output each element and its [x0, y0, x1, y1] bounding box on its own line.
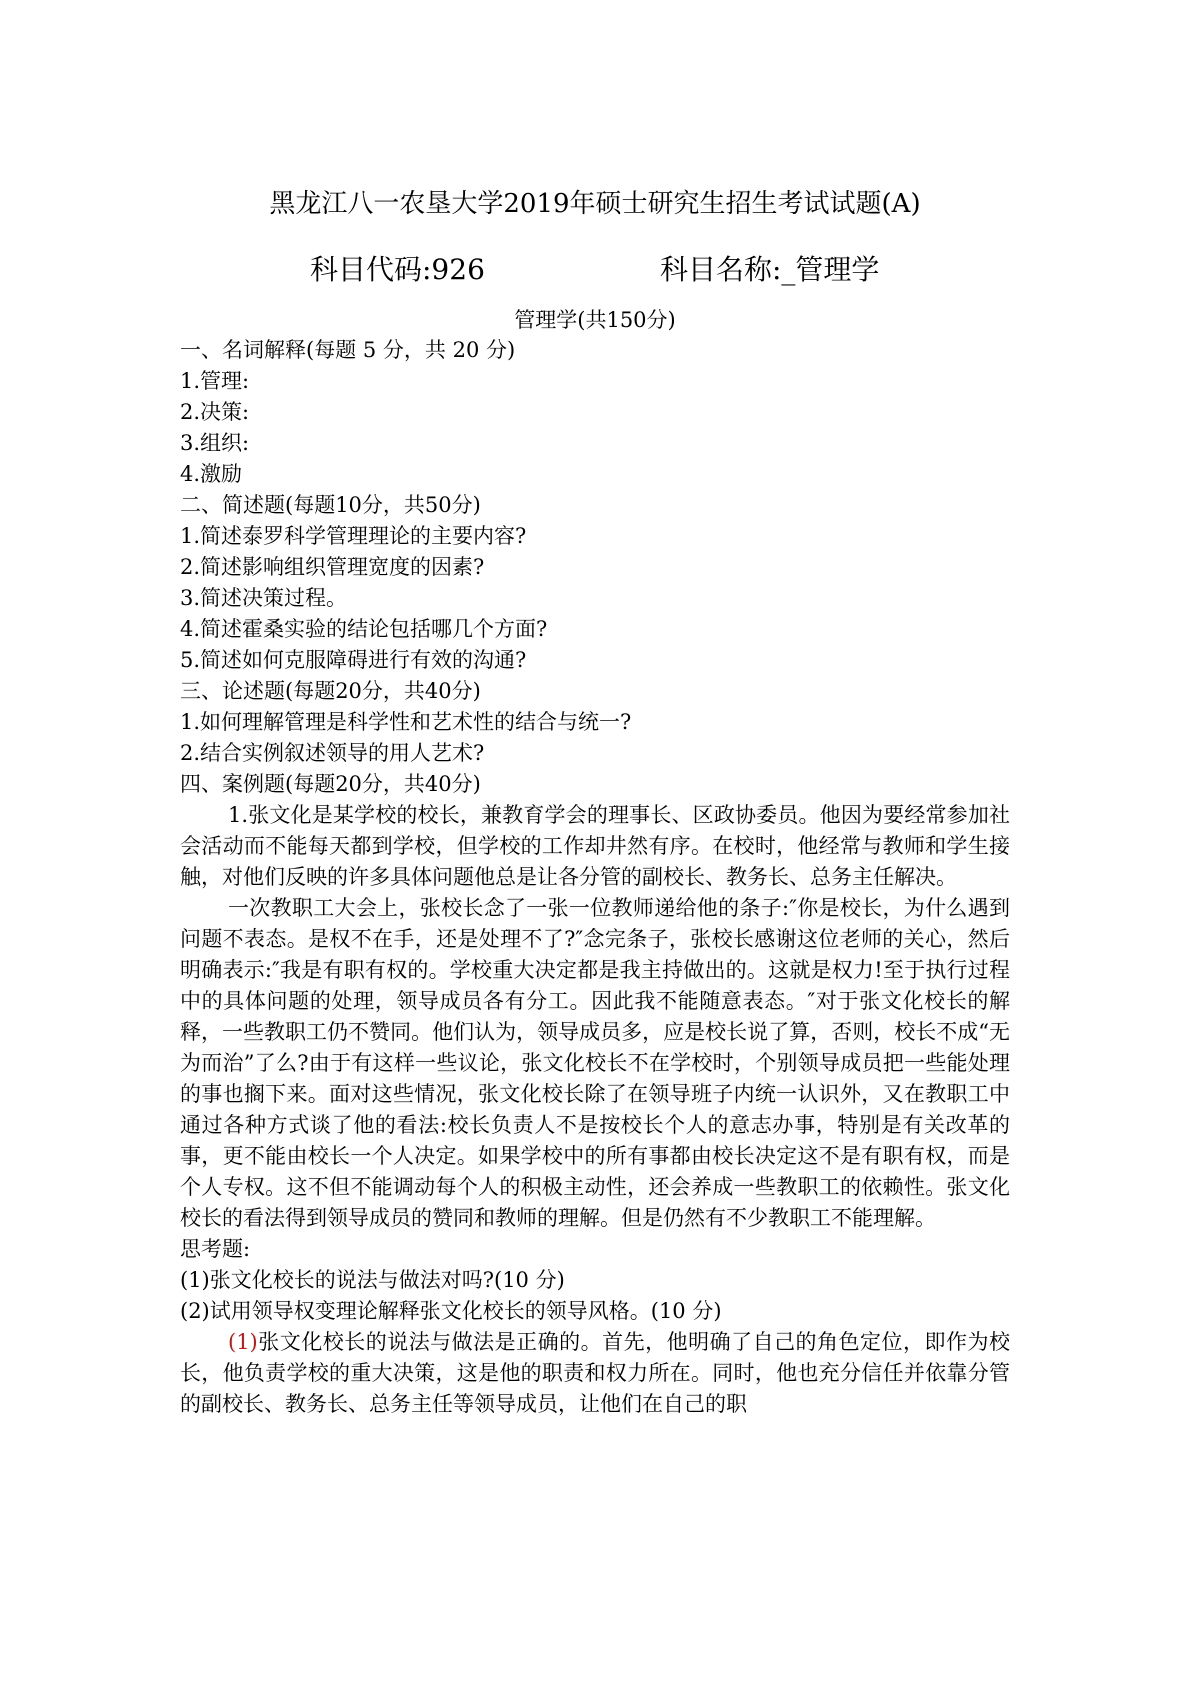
case-question: (2)试用领导权变理论解释张文化校长的领导风格。(10 分) [180, 1299, 722, 1323]
exam-title: 黑龙江八一农垦大学2019年硕士研究生招生考试试题(A) [269, 189, 921, 219]
term-item: 4.激励 [180, 462, 243, 486]
subject-code: 科目代码:926 [310, 253, 485, 286]
question-item: 5.简述如何克服障碍进行有效的沟通? [180, 648, 527, 672]
question-item: 2.简述影响组织管理宽度的因素? [180, 555, 485, 579]
answer-marker: (1) [228, 1330, 258, 1354]
question-item: 4.简述霍桑实验的结论包括哪几个方面? [180, 617, 548, 641]
term-item: 2.决策: [180, 400, 250, 424]
subject-name: 科目名称:_管理学 [660, 253, 880, 286]
questions-label: 思考题: [180, 1237, 251, 1261]
exam-content [180, 335, 1010, 1420]
section-heading: 一、名词解释(每题 5 分，共 20 分) [180, 338, 516, 362]
paper-heading: 管理学(共150分) [514, 308, 676, 332]
term-item: 1.管理: [180, 369, 250, 393]
question-item: 1.如何理解管理是科学性和艺术性的结合与统一? [180, 710, 632, 734]
answer-text: 张文化校长的说法与做法是正确的。首先，他明确了自己的角色定位，即作为校长，他负责学校的重大决策，这是他的职责和权力所在。同时，他也充分信任并依靠分管的副校长、教务长、总务主任等领导成员，让他们在自己的职 [180, 1330, 1010, 1416]
question-item: 3.简述决策过程。 [180, 586, 348, 610]
section-heading: 三、论述题(每题20分，共40分) [180, 679, 481, 703]
question-item: 1.简述泰罗科学管理理论的主要内容? [180, 524, 527, 548]
case-question: (1)张文化校长的说法与做法对吗?(10 分) [180, 1268, 565, 1292]
case-paragraph: 一次教职工大会上，张校长念了一张一位教师递给他的条子:″你是校长，为什么遇到问题不表态。是权不在手，还是处理不了?″念完条子，张校长感谢这位老师的关心，然后明确表示:″我是有职有权的。学校重大决定都是我主持做出的。这就是权力!至于执行过程中的具体问题的处理，领导成员各有分工。因此我不能随意表态。″对于张文化校长的解释，一些教职工仍不赞同。他们认为，领导成员多，应是校长说了算，否则，校长不成“无为而治”了么?由于有这样一些议论，张文化校长不在学校时，个别领导成员把一些能处理的事也搁下来。面对这些情况，张文化校长除了在领导班子内统一认识外，又在教职工中通过各种方式谈了他的看法:校长负责人不是按校长个人的意志办事，特别是有关改革的事，更不能由校长一个人决定。如果学校中的所有事都由校长决定这不是有职有权，而是个人专权。这不但不能调动每个人的积极主动性，还会养成一些教职工的依赖性。张文化校长的看法得到领导成员的赞同和教师的理解。但是仍然有不少教职工不能理解。 [180, 896, 1010, 1230]
answer-paragraph [180, 1327, 1010, 1420]
section-heading: 二、简述题(每题10分，共50分) [180, 493, 481, 517]
question-item: 2.结合实例叙述领导的用人艺术? [180, 741, 485, 765]
section-heading: 四、案例题(每题20分，共40分) [180, 772, 481, 796]
case-paragraph: 1.张文化是某学校的校长，兼教育学会的理事长、区政协委员。他因为要经常参加社会活动而不能每天都到学校，但学校的工作却井然有序。在校时，他经常与教师和学生接触，对他们反映的许多具体问题他总是让各分管的副校长、教务长、总务主任解决。 [180, 803, 1010, 889]
term-item: 3.组织: [180, 431, 250, 455]
